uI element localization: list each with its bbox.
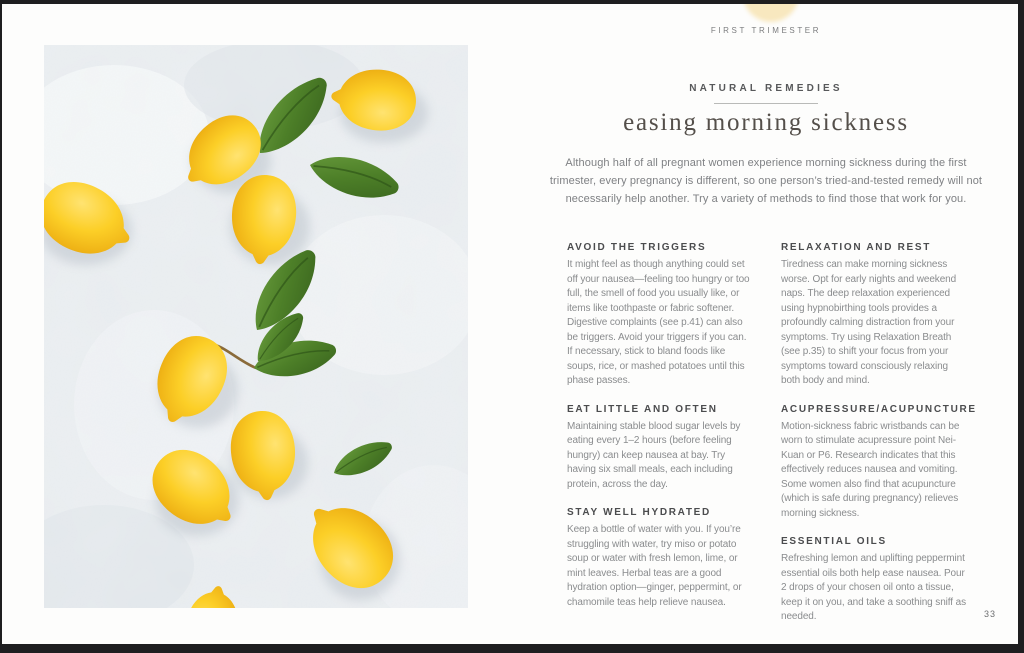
section-heading: RELAXATION AND REST (781, 242, 932, 253)
page-number: 33 (983, 609, 996, 619)
section-acupressure-acupuncture (781, 403, 977, 522)
section-body: It might feel as though anything could set off your nausea—feeling too hungry or too full, the smell of food you usually like, or items like toothpaste or fabric softener. Digestive complaints (see p.41) can also be triggers. Avoid your triggers if you can. If necessary, stick to bland foods like soups, rice, or mashed potatoes until this phase passes. (567, 259, 750, 386)
section-eat-little-and-often (567, 404, 753, 493)
section-heading: ACUPRESSURE/ACUPUNCTURE (781, 403, 977, 415)
section-heading: AVOID THE TRIGGERS (567, 242, 707, 253)
page-title: easing morning sickness (623, 109, 909, 136)
section-body: Tiredness can make morning sickness worse. Opt for early nights and weekend naps. The deep relaxation experienced using hypnobirthing tools provides a profoundly calming distraction from your symptoms. Try using Relaxation Breath (see p.35) to shift your focus from your symptoms toward consciously relaxing both body and mind. (781, 259, 957, 386)
section-stay-well-hydrated (567, 507, 753, 610)
left-column (567, 242, 753, 640)
running-header: FIRST TRIMESTER (710, 26, 822, 35)
section-avoid-the-triggers (567, 242, 753, 389)
lemons-photo (44, 45, 468, 608)
kicker-natural-remedies: NATURAL REMEDIES (689, 83, 843, 94)
intro-paragraph: Although half of all pregnant women experience morning sickness during the first trimester, every pregnancy is different, so one person’s tried-and-tested remedy will not necessarily help another. Try a variety of methods to find those that work for you. (549, 157, 983, 205)
section-relaxation-and-rest (781, 242, 967, 389)
lemons-photo-graphic (44, 45, 468, 608)
text-page (514, 4, 1018, 644)
page-top-accent-circle (743, 0, 799, 22)
section-body: Refreshing lemon and uplifting peppermint essential oils both help ease nausea. Pour 2 drops of your chosen oil onto a tissue, keep it on you, and take a soothing sniff as needed. (781, 553, 966, 622)
section-heading: STAY WELL HYDRATED (567, 507, 711, 518)
two-column-body (567, 242, 977, 640)
section-body: Keep a bottle of water with you. If you’re struggling with water, try miso or potato soup or water with fresh lemon, lime, or mint leaves. Herbal teas are a good hydration option—ginger, peppermint, or chamomile teas help relieve nausea. (567, 524, 742, 608)
section-essential-oils (781, 536, 967, 625)
kicker-divider (714, 103, 818, 104)
section-body: Maintaining stable blood sugar levels by eating every 1–2 hours (before feeling hungry) can keep nausea at bay. Try having six small meals, each including protein, across the day. (567, 420, 741, 490)
right-column (781, 242, 977, 640)
section-body: Motion-sickness fabric wristbands can be worn to stimulate acupressure point Nei-Kuan or P6. Research indicates that this effectively reduces nausea and vomiting. Some women also find that acupuncture (which is safe during pregnancy) relieves morning sickness. (781, 420, 960, 519)
section-heading: EAT LITTLE AND OFTEN (567, 403, 718, 415)
section-heading: ESSENTIAL OILS (781, 536, 887, 547)
